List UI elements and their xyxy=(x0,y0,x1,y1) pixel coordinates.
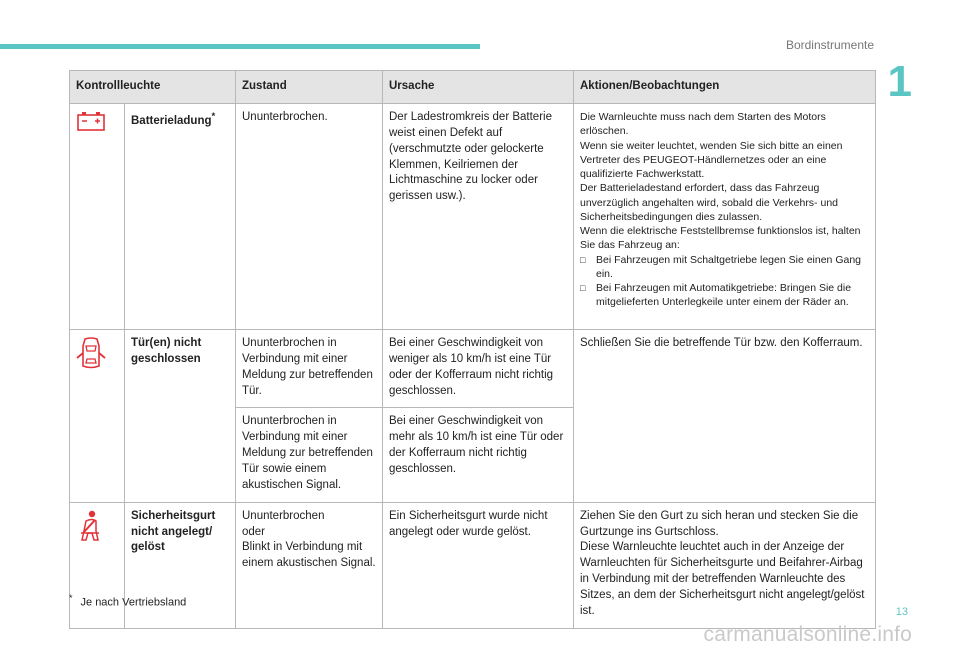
battery-name: Batterieladung* xyxy=(125,104,236,330)
watermark: carmanualsonline.info xyxy=(703,623,912,646)
battery-action-line: Die Warnleuchte muss nach dem Starten des Motors erlöschen. xyxy=(580,111,826,138)
seatbelt-state-line: oder xyxy=(242,525,266,538)
battery-icon-cell xyxy=(70,104,125,330)
table-header-row xyxy=(70,71,876,104)
list-item: □ Bei Fahrzeugen mit Schaltgetriebe legen Sie einen Gang ein. xyxy=(580,253,862,280)
chapter-number: 1 xyxy=(887,57,912,106)
battery-icon xyxy=(76,110,106,132)
door-name: Tür(en) nicht geschlossen xyxy=(125,330,236,503)
list-item: □ Bei Fahrzeugen mit Automatikgetriebe: Bringen Sie die mitgelieferten Unterlegkeile unter einem der Räder an. xyxy=(580,282,852,309)
battery-cause: Der Ladestromkreis der Batterie weist einen Defekt auf (verschmutzte oder gelockerte Klemmen, Keilriemen der Lichtmaschine zu locker oder gerissen usw.). xyxy=(383,104,574,330)
checkbox-bullet-icon: □ xyxy=(580,283,586,294)
section-title: Bordinstrumente xyxy=(785,38,874,52)
header-accent-bar xyxy=(0,44,480,49)
door-cause-1: Bei einer Geschwindigkeit von weniger als 10 km/h ist eine Tür oder der Kofferraum nicht richtig geschlossen. xyxy=(383,330,574,408)
footnote-mark: * xyxy=(69,593,73,603)
seatbelt-icon-cell xyxy=(70,502,125,628)
seatbelt-action-line: Diese Warnleuchte leuchtet auch in der Anzeige der Warnleuchten für Sicherheitsgurte und Beifahrer-Airbag in Verbindung mit der betreffenden Warnleuchte des Sitzes, an dem der Sicherheitsgurt nicht angelegt/gelöst ist. xyxy=(580,541,865,617)
column-header-zustand: Zustand xyxy=(236,71,383,104)
column-header-aktionen: Aktionen/Beobachtungen xyxy=(574,71,876,104)
seatbelt-icon xyxy=(76,509,104,543)
door-state-1: Ununterbrochen in Verbindung mit einer Meldung zur betreffenden Tür. xyxy=(236,330,383,408)
door-icon-cell xyxy=(70,330,125,503)
door-state-2: Ununterbrochen in Verbindung mit einer Meldung zur betreffenden Tür sowie einem akustischen Signal. xyxy=(236,408,383,502)
asterisk-mark: * xyxy=(211,111,216,122)
seatbelt-cause: Ein Sicherheitsgurt wurde nicht angelegt oder wurde gelöst. xyxy=(383,502,574,628)
seatbelt-action-line: Ziehen Sie den Gurt zu sich heran und stecken Sie die Gurtzunge ins Gurtschloss. xyxy=(580,509,859,538)
table-row xyxy=(70,104,876,330)
page-number: 13 xyxy=(895,606,908,618)
warning-light-table xyxy=(69,70,876,629)
door-open-car-icon xyxy=(76,336,106,372)
seatbelt-state-line: Ununterbrochen xyxy=(242,509,325,522)
footnote-text: Je nach Vertriebsland xyxy=(80,596,187,609)
table-row xyxy=(70,502,876,628)
battery-action-line: Wenn die elektrische Feststellbremse funktionslos ist, halten Sie das Fahrzeug an: xyxy=(580,225,861,252)
checkbox-bullet-icon: □ xyxy=(580,254,586,265)
seatbelt-state xyxy=(236,502,383,628)
seatbelt-action xyxy=(574,502,876,628)
footnote xyxy=(69,593,186,609)
battery-action-line: Der Batterieladestand erfordert, dass das Fahrzeug unverzüglich angehalten wird, sobald die Verkehrs- und Sicherheitsbedingungen dies zulassen. xyxy=(580,182,838,223)
door-action: Schließen Sie die betreffende Tür bzw. den Kofferraum. xyxy=(574,330,876,503)
table-row xyxy=(70,330,876,408)
column-header-ursache: Ursache xyxy=(383,71,574,104)
door-cause-2: Bei einer Geschwindigkeit von mehr als 10 km/h ist eine Tür oder der Kofferraum nicht richtig geschlossen. xyxy=(383,408,574,502)
battery-action-line: Wenn sie weiter leuchtet, wenden Sie sich bitte an einen Vertreter des PEUGEOT-Händlernetzes oder an eine qualifizierte Fachwerkstatt. xyxy=(580,139,843,181)
seatbelt-name: Sicherheitsgurt nicht angelegt/ gelöst xyxy=(125,502,236,628)
column-header-kontrollleuchte: Kontrollleuchte xyxy=(70,71,236,104)
battery-actions xyxy=(574,104,876,330)
battery-state: Ununterbrochen. xyxy=(236,104,383,330)
seatbelt-state-line: Blinkt in Verbindung mit einem akustischen Signal. xyxy=(242,541,376,570)
